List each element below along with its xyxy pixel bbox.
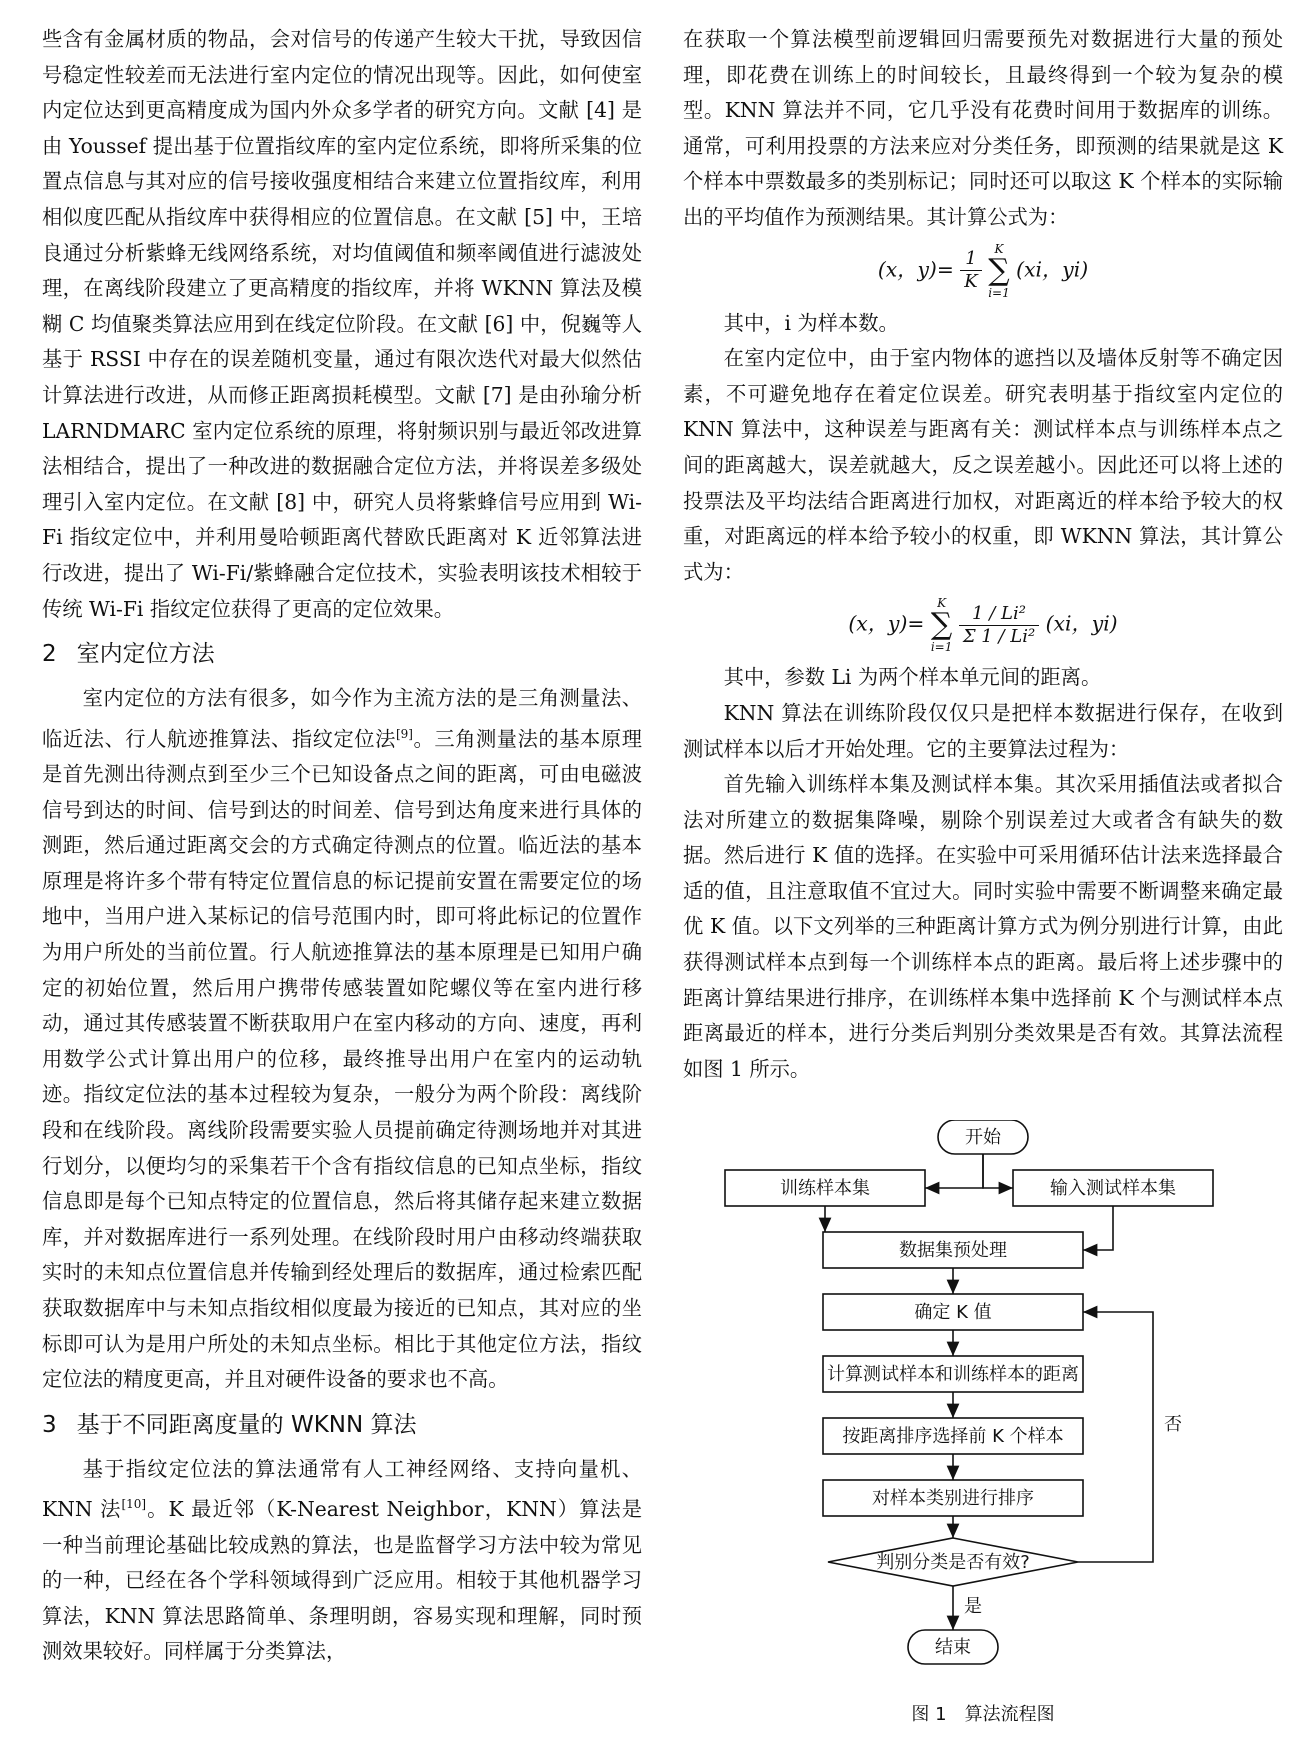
section-heading-2: [42, 635, 642, 673]
paragraph: [42, 681, 642, 1398]
train-set-label: 训练样本集: [780, 1178, 870, 1199]
section-number: 2: [42, 641, 57, 668]
test-set-label: 输入测试样本集: [1050, 1178, 1176, 1199]
start-label: 开始: [965, 1127, 1001, 1148]
section-heading-3: [42, 1406, 642, 1444]
text-run: 室内定位的方法有很多，如今作为主流方法的是三角测量法、临近法、行人航迹推算法、指纹定位法: [42, 686, 642, 751]
connector: [983, 1154, 1013, 1188]
eq-denominator: Σ 1 / Li²: [962, 625, 1036, 647]
eq-lhs: (x，y)=: [848, 611, 925, 636]
connector: [1083, 1206, 1113, 1250]
sum-lower: i=1: [988, 285, 1010, 300]
yes-label: 是: [964, 1596, 982, 1617]
eq-fraction: [960, 248, 981, 293]
text-run: 基于指纹定位法的算法通常有人工神经网络、支持向量机、KNN 法: [42, 1456, 642, 1522]
end-label: 结束: [935, 1637, 971, 1658]
sum-symbol: K ∑ i=1: [930, 596, 953, 655]
eq-numerator: 1 / Li²: [959, 603, 1039, 626]
sum-upper: K: [994, 241, 1004, 256]
eq-lhs: (x，y)=: [877, 257, 954, 282]
eq-rhs: (xi，yi): [1045, 611, 1118, 636]
section-number: 3: [42, 1411, 57, 1438]
text-run: 。三角测量法的基本原理是首先测出待测点到至少三个已知设备点之间的距离，可由电磁波信号到达的时间、信号到达的时间差、信号到达角度来进行具体的测距，然后通过距离交会的方式确定待测点的位置。临近法的基本原理是将许多个带有特定位置信息的标记提前安置在需要定位的场地中，当用户进入某标记的信号范围内时，即可将此标记的位置作为用户所处的当前位置。行人航迹推算法的基本原理是已知用户确定的初始位置，然后用户携带传感装置如陀螺仪等在室内进行移动，通过其传感装置不断获取用户在室内移动的方向、速度，再利用数学公式计算出用户的位移，最终推导出用户在室内的运动轨迹。指纹定位法的基本过程较为复杂，一般分为两个阶段：离线阶段和在线阶段。离线阶段需要实验人员提前确定待测场地并对其进行划分，以便均匀的采集若干个含有指纹信息的已知点坐标，指纹信息即是每个已知点特定的位置信息，然后将其储存起来建立数据库，并对数据库进行一系列处理。在线阶段时用户由移动终端获取实时的未知点位置信息并传输到经处理后的数据库，通过检索匹配获取数据库中与未知点指纹相似度最为接近的已知点，其对应的坐标即可认为是用户所处的未知点坐标。相比于其他定位方法，指纹定位法的精度更高，并且对硬件设备的要求也不高。: [42, 726, 642, 1392]
eq-fraction: [959, 603, 1039, 648]
paragraph: KNN 算法在训练阶段仅仅只是把样本数据进行保存，在收到测试样本以后才开始处理。它的主要算法过程为：: [683, 700, 1283, 761]
connector: [925, 1154, 983, 1188]
sum-symbol: K ∑ i=1: [988, 241, 1010, 300]
paragraph: 在获取一个算法模型前逻辑回归需要预先对数据进行大量的预处理，即花费在训练上的时间较长，且最终得到一个较为复杂的模型。KNN 算法并不同，它几乎没有花费时间用于数据库的训练。通常，可利用投票的方法来应对分类任务，即预测的结果就是这 K 个样本中票数最多的类别标记；同时还可以取这 K 个样本的实际输出的平均值作为预测结果。其计算公式为：: [683, 27, 1283, 229]
left-column: [42, 22, 642, 1670]
paragraph: 些含有金属材质的物品，会对信号的传递产生较大干扰，导致因信号稳定性较差而无法进行室内定位的情况出现等。因此，如何使室内定位达到更高精度成为国内外众多学者的研究方向。文献 [4] 是由 Youssef 提出基于位置指纹库的室内定位系统，即将所采集的位置点信息与其对应的信号接收强度相结合来建立位置指纹库，利用相似度匹配从指纹库中获得相应的位置信息。在文献 [5] 中，王培良通过分析紫蜂无线网络系统，对均值阈值和频率阈值进行滤波处理，在离线阶段建立了更高精度的指纹库，并将 WKNN 算法及模糊 C 均值聚类算法应用到在线定位阶段。在文献 [6] 中，倪巍等人基于 RSSI 中存在的误差随机变量，通过有限次迭代对最大似然估计算法进行改进，从而修正距离损耗模型。文献 [7] 是由孙瑜分析 LARNDMARC 室内定位系统的原理，将射频识别与最近邻改进算法相结合，提出了一种改进的数据融合定位方法，并将误差多级处理引入室内定位。在文献 [8] 中，研究人员将紫蜂信号应用到 Wi-Fi 指纹定位中，并利用曼哈顿距离代替欧氏距离对 K 近邻算法进行改进，提出了 Wi-Fi/紫蜂融合定位技术，实验表明该技术相较于传统 Wi-Fi 指纹定位获得了更高的定位效果。: [42, 27, 642, 621]
citation: [9]: [395, 726, 413, 741]
preprocess-label: 数据集预处理: [899, 1240, 1007, 1261]
connector-no: [1078, 1312, 1153, 1562]
eq-rhs: (xi，yi): [1016, 257, 1089, 282]
sort-label: 按距离排序选择前 K 个样本: [842, 1426, 1064, 1447]
paragraph: 首先输入训练样本集及测试样本集。其次采用插值法或者拟合法对所建立的数据集降噪，剔除个别误差过大或者含有缺失的数据。然后进行 K 值的选择。在实验中可采用循环估计法来选择最合适的值，且注意取值不宜过大。同时实验中需要不断调整来确定最优 K 值。以下文列举的三种距离计算方式为例分别进行计算，由此获得测试样本点到每一个训练样本点的距离。最后将上述步骤中的距离计算结果进行排序，在训练样本集中选择前 K 个与测试样本点距离最近的样本，进行分类后判别分类效果是否有效。其算法流程如图 1 所示。: [683, 772, 1283, 1081]
decision-label: 判别分类是否有效?: [876, 1552, 1030, 1573]
sum-upper: K: [937, 596, 947, 611]
paragraph: 在室内定位中，由于室内物体的遮挡以及墙体反射等不确定因素，不可避免地存在着定位误差。研究表明基于指纹室内定位的 KNN 算法中，这种误差与距离有关：测试样本点与训练样本点之间的距离越大，误差就越大，反之误差越小。因此还可以将上述的投票法及平均法结合距离进行加权，对距离近的样本给予较大的权重，对距离远的样本给予较小的权重，即 WKNN 算法，其计算公式为：: [683, 346, 1283, 584]
k-value-label: 确定 K 值: [914, 1302, 992, 1323]
sum-lower: i=1: [930, 640, 953, 655]
no-label: 否: [1164, 1414, 1182, 1435]
eq-denominator: K: [964, 271, 978, 293]
figure-caption: 图 1 算法流程图: [911, 1704, 1055, 1725]
distance-label: 计算测试样本和训练样本的距离: [827, 1364, 1079, 1385]
text-run: 。K 最近邻（K-Nearest Neighbor，KNN）算法是一种当前理论基础比较成熟的算法，也是监督学习方法中较为常见的一种，已经在各个学科领域得到广泛应用。相较于其他机器学习算法，KNN 算法思路简单、条理明朗，容易实现和理解，同时预测效果较好。同样属于分类算法，: [42, 1497, 643, 1664]
class-sort-label: 对样本类别进行排序: [872, 1488, 1034, 1509]
equation-knn: [683, 242, 1283, 300]
algorithm-flowchart: [683, 1120, 1283, 1680]
paragraph: [42, 1452, 642, 1670]
right-column: [683, 22, 1283, 1087]
section-title: 室内定位方法: [76, 641, 215, 668]
paragraph: 其中，i 为样本数。: [723, 310, 899, 335]
paragraph: 其中，参数 Li 为两个样本单元间的距离。: [723, 665, 1102, 690]
eq-numerator: 1: [960, 248, 981, 271]
equation-wknn: [683, 596, 1283, 654]
citation: [10]: [121, 1497, 147, 1512]
section-title: 基于不同距离度量的 WKNN 算法: [76, 1411, 417, 1438]
